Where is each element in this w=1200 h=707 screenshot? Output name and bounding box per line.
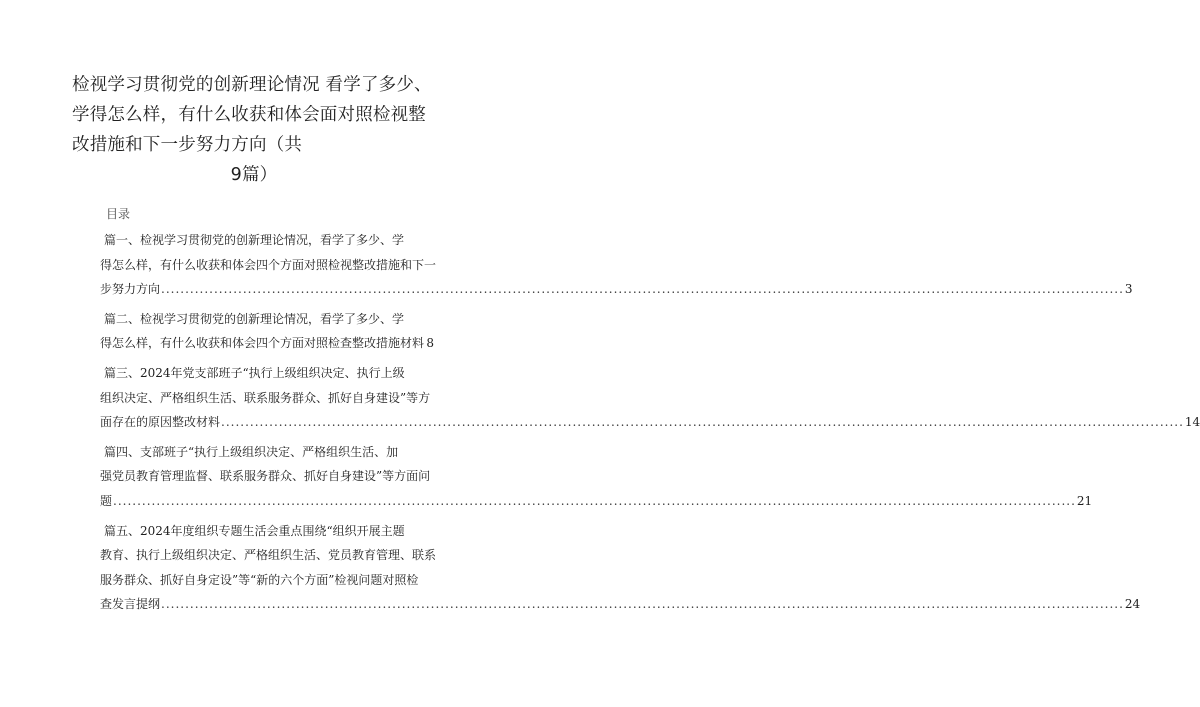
title-line-4: 9篇） [230,165,278,185]
toc-entry[interactable] [100,361,1200,435]
title-line-2: 学得怎么样，有什么收获和体会面对照检视整 [72,105,426,125]
document-title [72,70,436,190]
toc-entry-line [100,331,434,356]
toc-page-number: 14 [1184,415,1200,430]
toc-heading: 目录 [106,207,131,221]
toc-entry-text: 题 [100,493,113,508]
toc-entry-line: 篇二、检视学习贯彻党的创新理论情况，看学了多少、学 [104,311,405,326]
toc-page-number: 24 [1124,597,1141,612]
toc-entry-line: 得怎么样，有什么收获和体会四个方面对照检视整改措施和下一 [100,257,437,272]
toc-entry-line [100,277,1133,302]
toc-entry[interactable] [100,519,1141,617]
toc-entry[interactable] [100,440,1093,514]
toc-entry-line [100,489,1093,514]
toc-entry-text: 面存在的原因整改材料 [100,415,221,430]
toc-entry-line: 服务群众、抓好自身定设”等“新的六个方面”检视问题对照检 [100,572,419,587]
toc-entry-text: 得怎么样，有什么收获和体会四个方面对照检查整改措施材料 [100,336,425,351]
toc-entry-line: 篇一、检视学习贯彻党的创新理论情况，看学了多少、学 [104,233,405,247]
toc-leader-dots: ........................................................................................................................................................................................................ [221,415,1184,430]
toc-entry[interactable] [100,307,434,356]
toc-page-number: 3 [1124,282,1133,297]
toc-entry-line: 篇五、2024年度组织专题生活会重点围绕“组织开展主题 [104,523,405,538]
toc-entry-line: 教育、执行上级组织决定、严格组织生活、党员教育管理、联系 [100,548,437,563]
table-of-contents [100,228,1200,622]
toc-entry-line [100,592,1141,617]
toc-leader-dots: ........................................................................................................................................................................................................ [113,493,1076,508]
toc-entry-line: 篇四、支部班子“执行上级组织决定、严格组织生活、加 [104,444,399,459]
toc-leader-dots: ........................................................................................................................................................................................................ [161,597,1124,612]
toc-entry-text: 查发言提纲 [100,597,161,612]
toc-leader-dots: ........................................................................................................................................................................................................ [161,282,1124,297]
toc-entry-line [100,410,1200,435]
toc-entry-line: 篇三、2024年党支部班子“执行上级组织决定、执行上级 [104,365,405,380]
title-line-3: 改措施和下一步努力方向（共 [72,135,303,155]
title-line-1: 检视学习贯彻党的创新理论情况 看学了多少、 [72,75,432,95]
toc-entry-text: 步努力方向 [100,282,161,297]
toc-page-number: 8 [426,336,434,351]
toc-entry-line: 组织决定、严格组织生活、联系服务群众、抓好自身建设”等方 [100,390,431,405]
toc-entry-line: 强党员教育管理监督、联系服务群众、抓好自身建设”等方面问 [100,469,431,484]
toc-page-number: 21 [1076,493,1093,508]
toc-entry[interactable] [100,228,1133,302]
